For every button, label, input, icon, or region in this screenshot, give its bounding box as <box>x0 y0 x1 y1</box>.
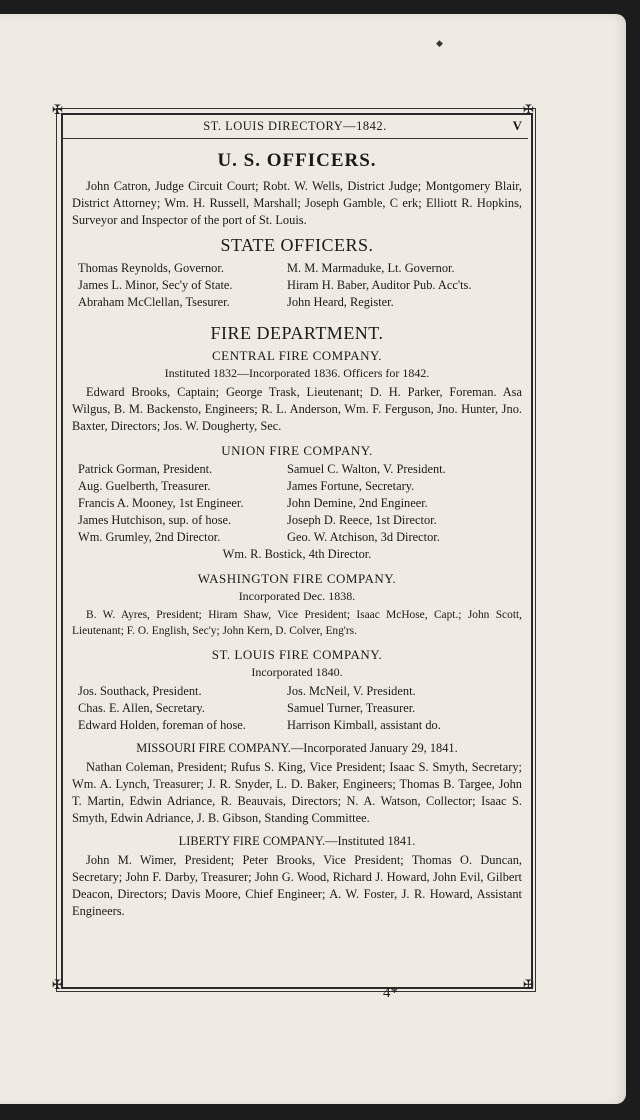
state-officers-heading: STATE OFFICERS. <box>220 235 374 255</box>
st-louis-officer: Edward Holden, foreman of hose. <box>78 718 246 732</box>
us-officers-text: John Catron, Judge Circuit Court; Robt. W. Wells, District Judge; Montgomery Blair, District Attorney; Wm. H. Russell, Marshall; Joseph Gamble, C erk; Elliott R. Hopkins, Surveyor and Inspector of the port of St. Louis. <box>72 179 522 227</box>
state-officer: Hiram H. Baber, Auditor Pub. Acc'ts. <box>287 278 472 292</box>
st-louis-fire-company-heading: ST. LOUIS FIRE COMPANY. <box>211 647 383 662</box>
corner-ornament-icon: ✠ <box>523 977 534 992</box>
union-officer: Aug. Guelberth, Treasurer. <box>78 479 211 493</box>
st-louis-officer: Chas. E. Allen, Secretary. <box>78 701 205 715</box>
running-head <box>62 114 528 139</box>
us-officers-heading: U. S. OFFICERS. <box>217 150 377 171</box>
state-officer: Abraham McClellan, Tsesurer. <box>78 295 230 309</box>
state-officers-list <box>70 260 524 311</box>
union-fire-company-list <box>70 461 524 546</box>
missouri-fire-company-text: Nathan Coleman, President; Rufus S. King, Vice President; Isaac S. Smyth, Secretary; Wm. A. Lynch, Treasurer; J. R. Snyder, L. D. Baker, Engineers; Thomas B. Targee, John T. Martin, Edwin Adriance, R. Beauvais, Directors; N. A. Watson, Collector; Isaac S. Smyth, Edwin Adriance, J. B. Gibson, Standing Committee. <box>72 760 522 825</box>
union-officer: Wm. Grumley, 2nd Director. <box>78 530 221 544</box>
washington-fire-company-heading: WASHINGTON FIRE COMPANY. <box>197 571 397 586</box>
state-officer: Thomas Reynolds, Governor. <box>78 261 224 275</box>
corner-ornament-icon: ✠ <box>523 102 534 117</box>
union-officer: Joseph D. Reece, 1st Director. <box>287 513 437 527</box>
running-head-title: ST. LOUIS DIRECTORY—1842. <box>203 119 387 133</box>
st-louis-officer: Harrison Kimball, assistant do. <box>287 718 441 732</box>
corner-ornament-icon: ✠ <box>52 977 63 992</box>
union-officer: James Fortune, Secretary. <box>287 479 415 493</box>
union-officer: Samuel C. Walton, V. President. <box>287 462 446 476</box>
page-content <box>70 146 524 926</box>
state-officer: M. M. Marmaduke, Lt. Governor. <box>287 261 455 275</box>
liberty-fire-company-text: John M. Wimer, President; Peter Brooks, Vice President; Thomas O. Duncan, Secretary; John F. Darby, Treasurer; John G. Wood, Richard J. Howard, John Evil, Gilbert Deacon, Directors; Davis Moore, Chief Engineer; A. W. Foster, J. R. Howard, Assistant Engineers. <box>72 853 522 918</box>
central-fire-company-text: Edward Brooks, Captain; George Trask, Lieutenant; D. H. Parker, Foreman. Asa Wilgus, B. M. Backensto, Engineers; R. L. Anderson, Wm. F. Ferguson, Jno. Hunter, Jno. Baxter, Directors; Jos. W. Dougherty, Sec. <box>72 385 522 433</box>
st-louis-officer: Jos. McNeil, V. President. <box>287 684 416 698</box>
washington-fire-company-subheading: Incorporated Dec. 1838. <box>238 589 356 603</box>
fire-department-heading: FIRE DEPARTMENT. <box>210 323 384 343</box>
union-officer-last: Wm. R. Bostick, 4th Director. <box>222 547 372 561</box>
page-speck: ◆ <box>436 38 443 48</box>
st-louis-fire-company-subheading: Incorporated 1840. <box>251 665 343 679</box>
liberty-fire-company-heading: LIBERTY FIRE COMPANY.—Instituted 1841. <box>178 834 416 848</box>
running-head-page-number: V <box>512 118 522 133</box>
union-officer: Francis A. Mooney, 1st Engineer. <box>78 496 244 510</box>
signature-mark: 4* <box>383 985 398 1001</box>
union-fire-company-heading: UNION FIRE COMPANY. <box>221 443 373 458</box>
union-officer: Geo. W. Atchison, 3d Director. <box>287 530 440 544</box>
union-officer: Patrick Gorman, President. <box>78 462 213 476</box>
corner-ornament-icon: ✠ <box>52 102 63 117</box>
st-louis-officer: Samuel Turner, Treasurer. <box>287 701 416 715</box>
st-louis-fire-company-list <box>70 683 524 734</box>
state-officer: James L. Minor, Sec'y of State. <box>78 278 233 292</box>
state-officer: John Heard, Register. <box>287 295 394 309</box>
st-louis-officer: Jos. Southack, President. <box>78 684 202 698</box>
central-fire-company-subheading: Instituted 1832—Incorporated 1836. Officers for 1842. <box>164 366 430 380</box>
washington-fire-company-text: B. W. Ayres, President; Hiram Shaw, Vice President; Isaac McHose, Capt.; John Scott, Lieutenant; F. O. English, Sec'y; John Kern, D. Colver, Eng'rs. <box>72 609 522 637</box>
union-officer: John Demine, 2nd Engineer. <box>287 496 428 510</box>
missouri-fire-company-heading: MISSOURI FIRE COMPANY.—Incorporated January 29, 1841. <box>136 741 458 755</box>
union-officer: James Hutchison, sup. of hose. <box>78 513 232 527</box>
central-fire-company-heading: CENTRAL FIRE COMPANY. <box>211 348 383 363</box>
